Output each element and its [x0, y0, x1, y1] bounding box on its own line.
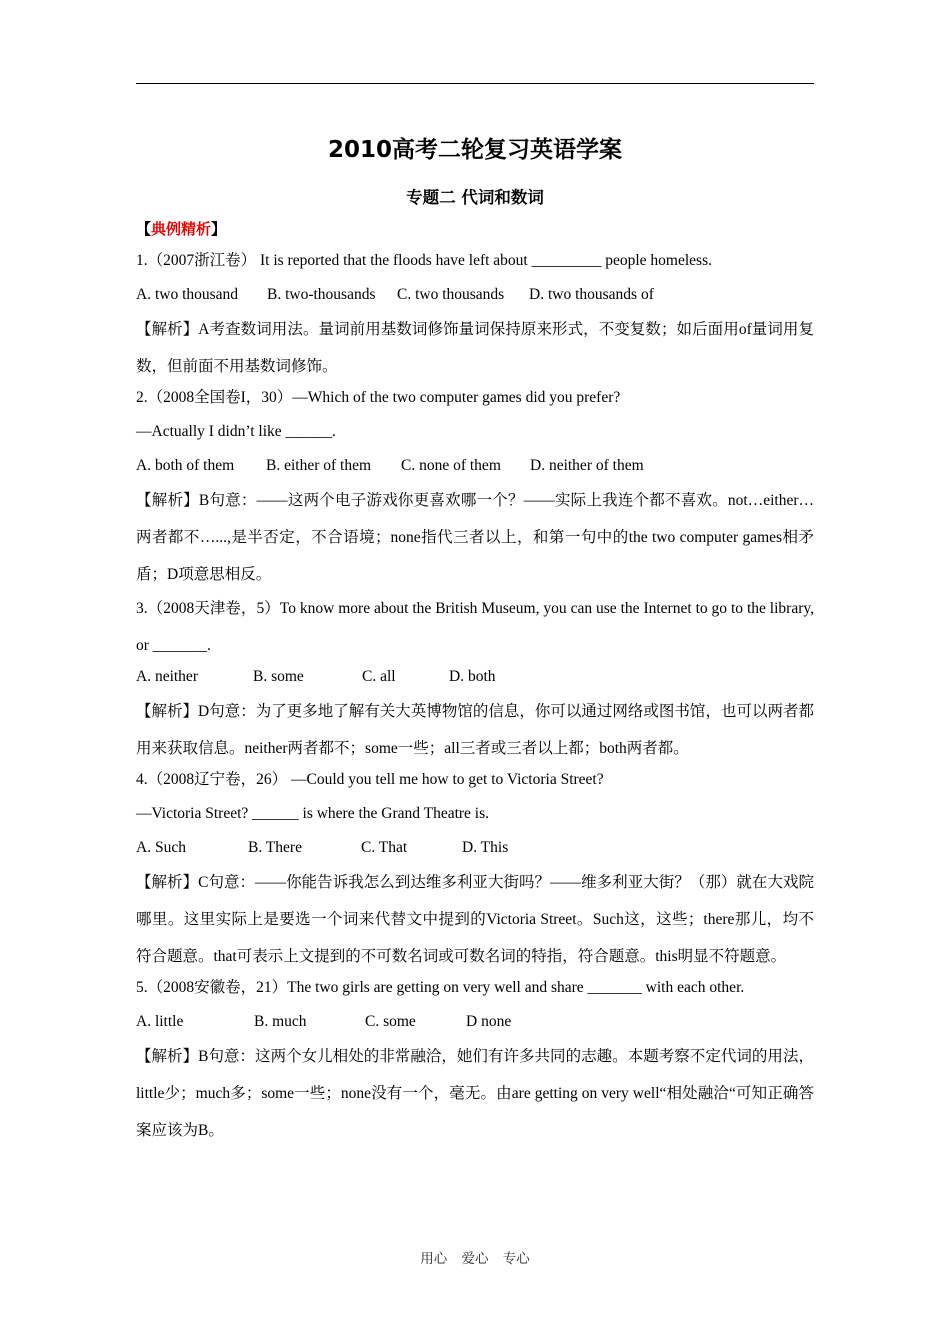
section-heading	[136, 217, 814, 241]
option-b: B. either of them	[266, 457, 372, 474]
analysis-text: B句意：——这两个电子游戏你更喜欢哪一个？——实际上我连个都不喜欢。not…either…两者都不…...,是半否定，不合语境；none指代三者以上，和第一句中的the two computer games相矛盾；D项意思相反。	[136, 492, 814, 583]
bracket-close: 】	[211, 220, 227, 238]
analysis-text: D句意：为了更多地了解有关大英博物馆的信息，你可以通过网络或图书馆，也可以两者都用来获取信息。neither两者都不；some一些；all三者或三者以上都；both两者都。	[136, 703, 814, 757]
section-label: 典例精析	[151, 220, 212, 238]
analysis-tag: 【解析】	[136, 703, 199, 720]
option-d: D. two thousands of	[529, 286, 654, 303]
question-text: 3.（2008天津卷，5）To know more about the British Museum, you can use the Internet to go to the library, or _______.	[136, 600, 814, 654]
bracket-open: 【	[136, 220, 152, 238]
page-subtitle: 专题二 代词和数词	[406, 188, 544, 207]
options-row	[136, 665, 814, 689]
option-d: D none	[466, 1013, 512, 1030]
option-c: C. none of them	[401, 457, 501, 474]
option-a: A. both of them	[136, 457, 235, 474]
option-c: C. That	[361, 839, 408, 856]
analysis	[136, 864, 814, 975]
option-a: A. two thousand	[136, 286, 239, 303]
question-text-line-2: —Actually I didn’t like ______.	[136, 423, 336, 440]
option-c: C. two thousands	[397, 286, 505, 303]
option-a: A. neither	[136, 668, 198, 685]
analysis-text: C句意：——你能告诉我怎么到达维多利亚大街吗？——维多利亚大街？（那）就在大戏院哪里。这里实际上是要选一个词来代替文中提到的Victoria Street。Such这，这些；there那儿，均不符合题意。that可表示上文提到的不可数名词或可数名词的特指，符合题意。this明显不符题意。	[136, 874, 814, 965]
question-4	[136, 768, 814, 975]
options-row	[136, 283, 814, 307]
option-a: A. Such	[136, 839, 186, 856]
analysis-tag: 【解析】	[136, 492, 199, 509]
option-b: B. There	[248, 839, 302, 856]
options-row	[136, 836, 814, 860]
header-rule	[136, 83, 814, 84]
option-a: A. little	[136, 1013, 184, 1030]
question-text: 2.（2008全国卷I，30）—Which of the two computer games did you prefer?	[136, 389, 621, 406]
option-b: B. much	[254, 1013, 307, 1030]
analysis-tag: 【解析】	[136, 1048, 199, 1065]
analysis	[136, 482, 814, 593]
option-c: C. some	[365, 1013, 416, 1030]
question-1	[136, 249, 814, 385]
question-text: 1.（2007浙江卷） It is reported that the floods have left about _________ people homeless.	[136, 252, 712, 269]
question-3	[136, 590, 814, 767]
option-d: D. This	[462, 839, 509, 856]
analysis	[136, 1038, 814, 1149]
question-2	[136, 386, 814, 593]
option-d: D. neither of them	[530, 457, 644, 474]
analysis-text: B句意：这两个女儿相处的非常融洽，她们有许多共同的志趣。本题考察不定代词的用法，little少；much多；some一些；none没有一个，毫无。由are getting on very well“相处融洽“可知正确答案应该为B。	[136, 1048, 814, 1139]
question-text: 4.（2008辽宁卷，26） —Could you tell me how to get to Victoria Street?	[136, 771, 604, 788]
analysis-tag: 【解析】	[136, 874, 199, 891]
analysis-tag: 【解析】	[136, 321, 199, 338]
option-c: C. all	[362, 668, 396, 685]
question-text-line-2: —Victoria Street? ______ is where the Grand Theatre is.	[136, 805, 490, 822]
analysis-text: A考查数词用法。量词前用基数词修饰量词保持原来形式，不变复数；如后面用of量词用复数，但前面不用基数词修饰。	[136, 321, 814, 375]
option-b: B. some	[253, 668, 304, 685]
analysis	[136, 311, 814, 385]
page-footer: 用心 爱心 专心	[420, 1251, 530, 1267]
document-body	[136, 134, 814, 1150]
question-text: 5.（2008安徽卷，21）The two girls are getting on very well and share _______ with each other.	[136, 979, 745, 996]
question-5	[136, 976, 814, 1149]
page-title: 2010高考二轮复习英语学案	[327, 137, 622, 163]
option-d: D. both	[449, 668, 496, 685]
analysis	[136, 693, 814, 767]
options-row	[136, 1010, 814, 1034]
option-b: B. two-thousands	[267, 286, 376, 303]
options-row	[136, 454, 814, 478]
